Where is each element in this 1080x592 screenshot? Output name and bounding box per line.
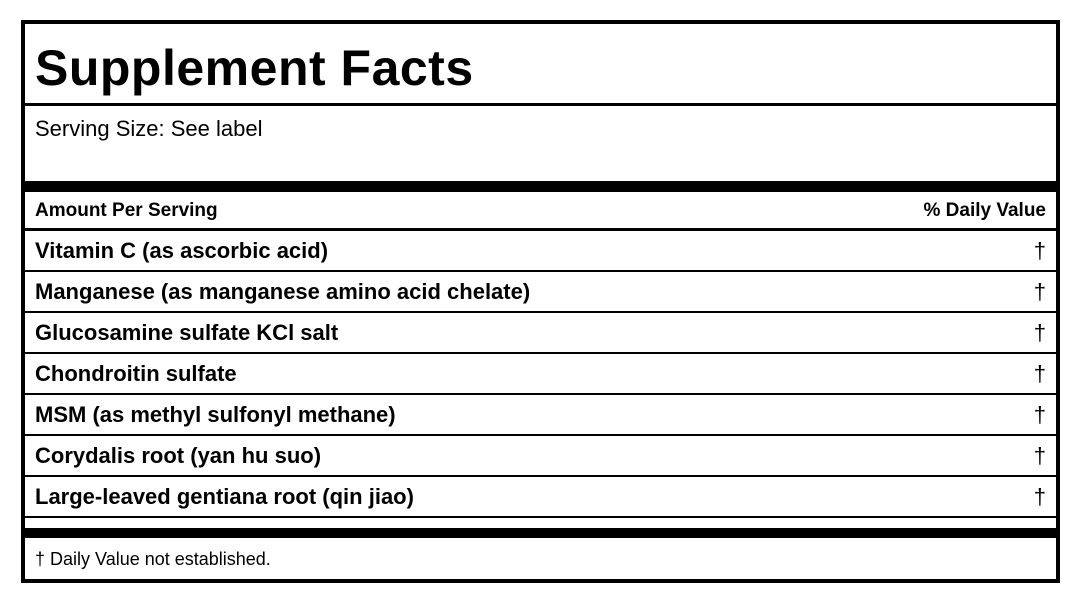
ingredient-name: Corydalis root (yan hu suo) (35, 443, 322, 468)
daily-value-header: % Daily Value (923, 200, 1046, 221)
row-divider (25, 434, 1056, 436)
ingredient-row (25, 273, 1056, 312)
supplement-facts-panel (21, 20, 1060, 583)
divider-thick-bottom (25, 528, 1056, 538)
amount-per-serving-header: Amount Per Serving (35, 200, 218, 221)
row-divider (25, 352, 1056, 354)
row-divider (25, 311, 1056, 313)
ingredient-name: Glucosamine sulfate KCl salt (35, 320, 339, 345)
ingredient-row (25, 478, 1056, 517)
row-divider (25, 475, 1056, 477)
ingredient-name: MSM (as methyl sulfonyl methane) (35, 402, 396, 427)
ingredient-row (25, 314, 1056, 353)
panel-title: Supplement Facts (35, 40, 474, 96)
daily-value-dagger: † (1033, 484, 1046, 509)
ingredient-row (25, 396, 1056, 435)
divider-thick-top (25, 181, 1056, 192)
ingredient-name: Manganese (as manganese amino acid chelate) (35, 279, 531, 304)
daily-value-dagger: † (1033, 279, 1046, 304)
divider-header (25, 228, 1056, 231)
daily-value-dagger: † (1033, 443, 1046, 468)
row-divider (25, 393, 1056, 395)
daily-value-dagger: † (1033, 402, 1046, 427)
divider-title (25, 103, 1056, 106)
footnote: † Daily Value not established. (35, 549, 271, 569)
ingredient-name: Large-leaved gentiana root (qin jiao) (35, 484, 414, 509)
ingredient-row (25, 355, 1056, 394)
ingredient-name: Vitamin C (as ascorbic acid) (35, 238, 329, 263)
serving-size: Serving Size: See label (35, 116, 263, 141)
ingredient-row (25, 437, 1056, 476)
row-divider (25, 516, 1056, 518)
ingredient-row (25, 232, 1056, 271)
row-divider (25, 270, 1056, 272)
column-header-row (25, 194, 1056, 228)
daily-value-dagger: † (1033, 238, 1046, 263)
daily-value-dagger: † (1033, 361, 1046, 386)
title-section (25, 24, 1056, 104)
daily-value-dagger: † (1033, 320, 1046, 345)
ingredient-name: Chondroitin sulfate (35, 361, 237, 386)
